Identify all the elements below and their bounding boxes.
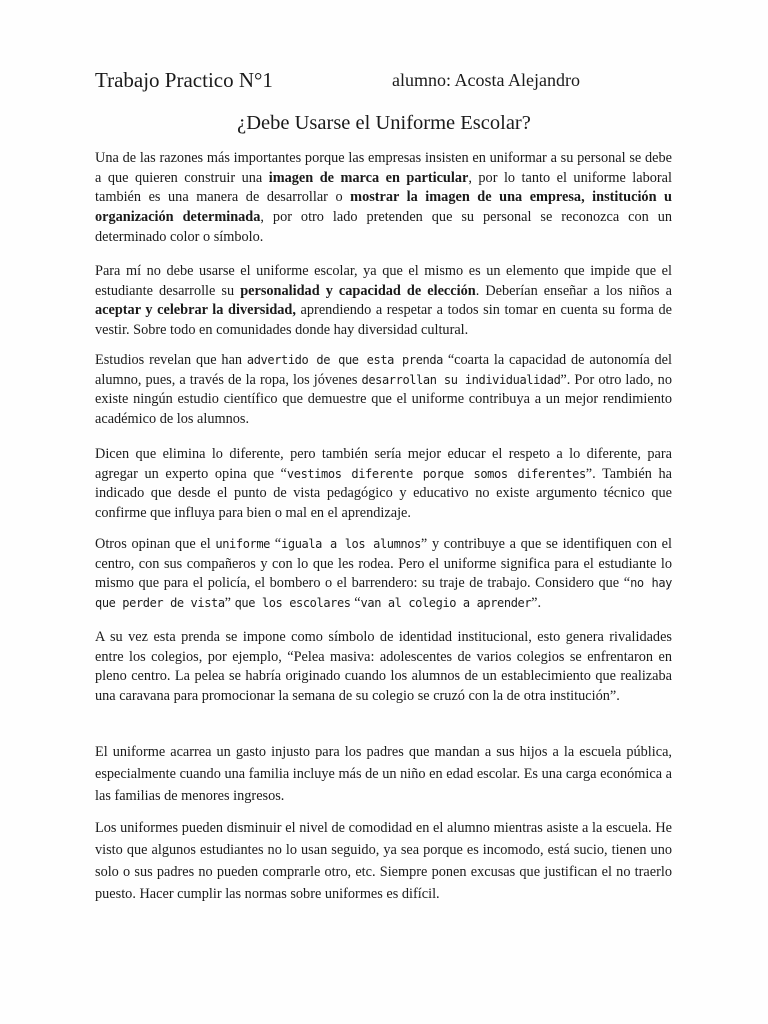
body-text: Para mí no debe usarse el uniforme escolar, ya que el mismo es un elemento que impide que el estudiante desarrolle su <box>95 263 672 299</box>
body-text: ”. Por otro lado, no existe ningún estudio científico que demuestre que el uniforme contribuya a un mejor rendimiento académico de los alumnos. <box>95 371 672 428</box>
quoted-text: iguala a los alumnos <box>281 537 421 551</box>
body-text: Una de las razones más importantes porque las empresas insisten en uniformar a su personal se debe a que quieren construir una <box>95 150 672 186</box>
quoted-text: no hay que perder de vista <box>95 576 672 611</box>
paragraph <box>95 628 672 707</box>
body-text: ”. También ha indicado que desde el punto de vista pedagógico y educativo no existe argumento técnico que confirme que influya para bien o mal en el aprendizaje. <box>95 465 673 522</box>
bold-text: imagen de marca en particular <box>268 169 469 186</box>
body-text: Dicen que elimina lo diferente, pero también sería mejor educar el respeto a lo diferente, para agregar un experto opina que “ <box>95 446 672 482</box>
document-header <box>95 68 768 98</box>
body-text: aprendiendo a respetar a todos sin tomar en cuenta su forma de vestir. Sobre todo en comunidades donde hay diversidad cultural. <box>95 302 672 339</box>
body-text: “ <box>270 536 282 552</box>
paragraph <box>95 741 672 807</box>
student-name: alumno: Acosta Alejandro <box>392 70 580 90</box>
body-text: Los uniformes pueden disminuir el nivel de comodidad en el alumno mientras asiste a la escuela. He visto que algunos estudiantes no lo usan seguido, ya sea porque es incomodo, está sucio, tienen uno solo o sus padres no pueden comprarle otro, etc. Siempre ponen excusas que justifican el no traerlo puesto. Hacer cumplir las normas sobre uniformes es difícil. <box>95 820 672 902</box>
paragraph <box>95 262 672 341</box>
body-text: ” y contribuye a que se identifiquen con el centro, con sus compañeros y con lo que les rodea. Pero el uniforme significa para el estudiante lo mismo que para el policía, el bombero o el barrendero: su traje de trabajo. Considero que “ <box>95 536 672 592</box>
quoted-text: desarrollan su individualidad <box>361 372 561 387</box>
body-text: A su vez esta prenda se impone como símbolo de identidad institucional, esto genera rivalidades entre los colegios, por ejemplo, “Pelea masiva: adolescentes de varios colegios se enfrentaron en pleno centro. La pelea se habría originado cuando los alumnos de un establecimiento que realizaba una caravana para promocionar la semana de su colegio se cruzó con la de otra institución”. <box>95 629 672 705</box>
body-text: Otros opinan que el <box>95 536 216 552</box>
body-text: . Deberían enseñar a los niños a <box>475 282 672 299</box>
body-text: ” <box>224 595 235 612</box>
body-text: “coarta la capacidad de autonomía del alumno, pues, a través de la ropa, los jóvenes <box>95 352 672 388</box>
body-text: ”. <box>531 595 542 612</box>
bold-text: mostrar la imagen de una empresa, institución u organización determinada <box>95 189 672 226</box>
bold-text: personalidad y capacidad de elección <box>240 282 476 299</box>
quoted-text: uniforme <box>215 537 271 551</box>
paragraph <box>95 535 672 614</box>
paragraph <box>95 445 672 524</box>
paragraph <box>95 817 672 905</box>
bold-text: aceptar y celebrar la diversidad, <box>95 302 296 319</box>
quoted-text: van al colegio a aprender <box>360 596 532 611</box>
essay-heading: ¿Debe Usarse el Uniforme Escolar? <box>237 112 531 134</box>
body-text: , por otro lado pretenden que su personal se reconozca con un determinado color o símbolo. <box>95 209 673 245</box>
body-text: , por lo tanto el uniforme laboral también es una manera de desarrollar o <box>95 169 673 206</box>
paragraph <box>95 351 672 430</box>
body-text: “ <box>350 595 361 612</box>
quoted-text: advertido de que esta prenda <box>246 353 443 367</box>
body-text: El uniforme acarrea un gasto injusto para los padres que mandan a sus hijos a la escuela pública, especialmente cuando una familia incluye más de un niño en edad escolar. Es una carga económica a las familias de menores ingresos. <box>95 744 672 804</box>
body-text: Estudios revelan que han <box>95 352 247 368</box>
quoted-text: que los escolares <box>234 596 351 611</box>
paragraph <box>95 149 672 248</box>
quoted-text: vestimos diferente porque somos diferentes <box>286 466 586 481</box>
assignment-title: Trabajo Practico N°1 <box>95 68 273 92</box>
